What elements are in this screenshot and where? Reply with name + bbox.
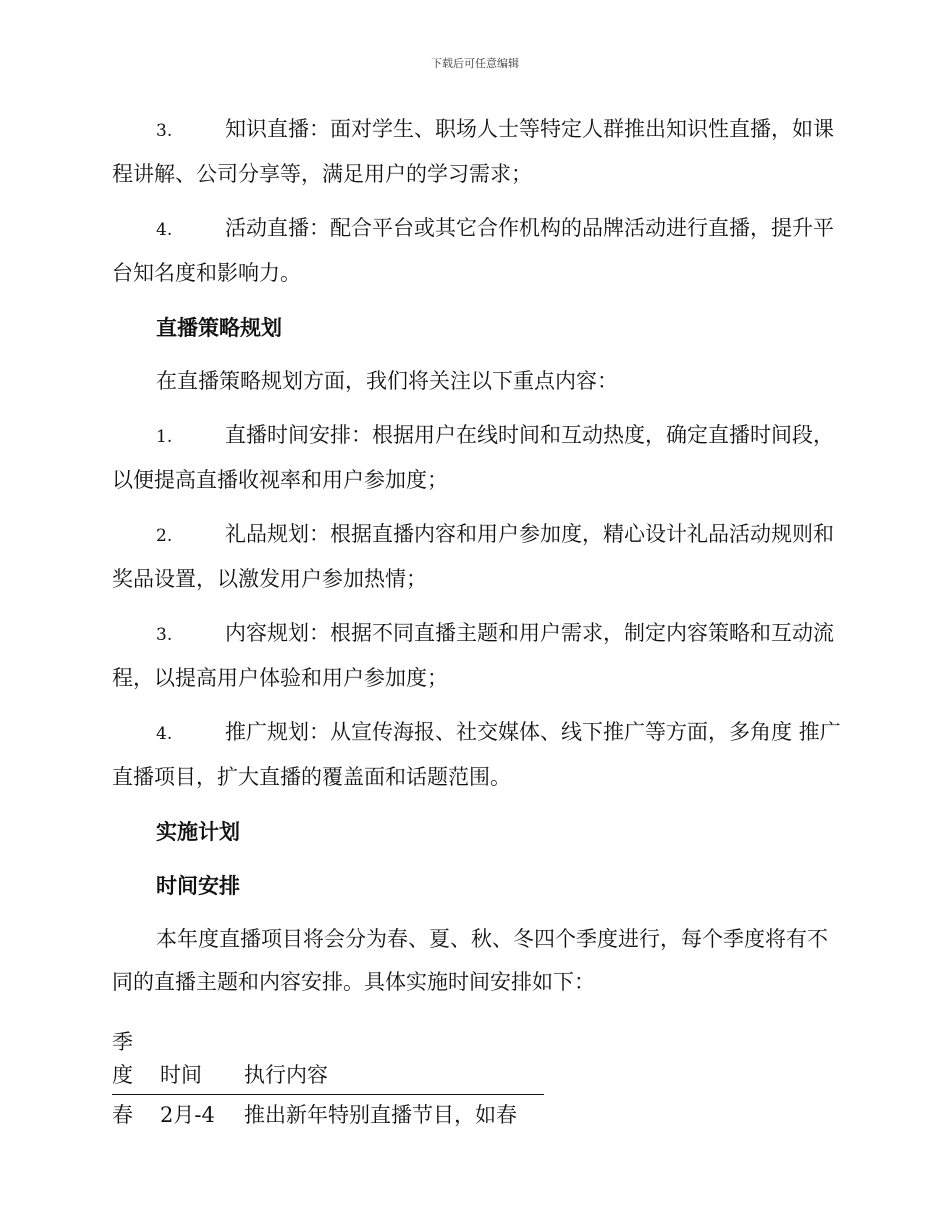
schedule-table	[112, 1026, 544, 1132]
list-number: 2.	[156, 526, 173, 546]
timeline-intro-paragraph: 本年度直播项目将会分为春、夏、秋、冬四个季度进行，每个季度将有不同的直播主题和内容安排。具体实施时间安排如下：	[112, 927, 828, 994]
column-header-time: 时间	[160, 1026, 244, 1095]
strategy-intro-paragraph: 在直播策略规划方面，我们将关注以下重点内容：	[156, 369, 618, 393]
list-item-gift-plan	[112, 513, 842, 601]
table-row	[112, 1095, 544, 1133]
column-header-content: 执行内容	[244, 1026, 544, 1095]
list-item-event-live	[112, 207, 842, 295]
list-text: 知识直播：面对学生、职场人士等特定人群推出知识性直播，如课程讲解、公司分享等，满足用户的学习需求；	[112, 117, 834, 186]
list-text: 礼品规划：根据直播内容和用户参加度，精心设计礼品活动规则和奖品设置，以激发用户参加热情；	[112, 522, 834, 591]
list-number: 1.	[156, 427, 173, 447]
list-item-content-plan	[112, 612, 842, 700]
list-text: 推广规划：从宣传海报、社交媒体、线下推广等方面，多角度 推广直播项目，扩大直播的覆盖面和话题范围。	[112, 720, 841, 789]
list-text: 内容规划：根据不同直播主题和用户需求，制定内容策略和互动流程，以提高用户体验和用户参加度；	[112, 621, 834, 690]
cell-time: 2月-4	[160, 1103, 215, 1127]
list-text: 活动直播：配合平台或其它合作机构的品牌活动进行直播，提升平台知名度和影响力。	[112, 216, 834, 285]
list-number: 3.	[156, 121, 173, 141]
list-item-knowledge-live	[112, 108, 842, 196]
list-number: 4.	[156, 724, 173, 744]
page-header: 下载后可任意编辑	[431, 57, 519, 70]
cell-content: 推出新年特别直播节目，如春	[244, 1103, 517, 1127]
document-body	[112, 108, 842, 1132]
list-item-time-schedule	[112, 414, 842, 502]
section-heading-timeline: 时间安排	[156, 873, 240, 898]
section-heading-strategy: 直播策略规划	[156, 315, 282, 340]
cell-season: 春	[112, 1103, 133, 1127]
list-text: 直播时间安排：根据用户在线时间和互动热度，确定直播时间段，以便提高直播收视率和用户参加度；	[112, 423, 834, 492]
list-number: 3.	[156, 625, 173, 645]
column-header-season: 季度	[112, 1026, 160, 1095]
list-number: 4.	[156, 220, 173, 240]
table-header-row	[112, 1026, 544, 1095]
list-item-promotion-plan	[112, 711, 842, 799]
section-heading-implementation: 实施计划	[156, 819, 240, 844]
